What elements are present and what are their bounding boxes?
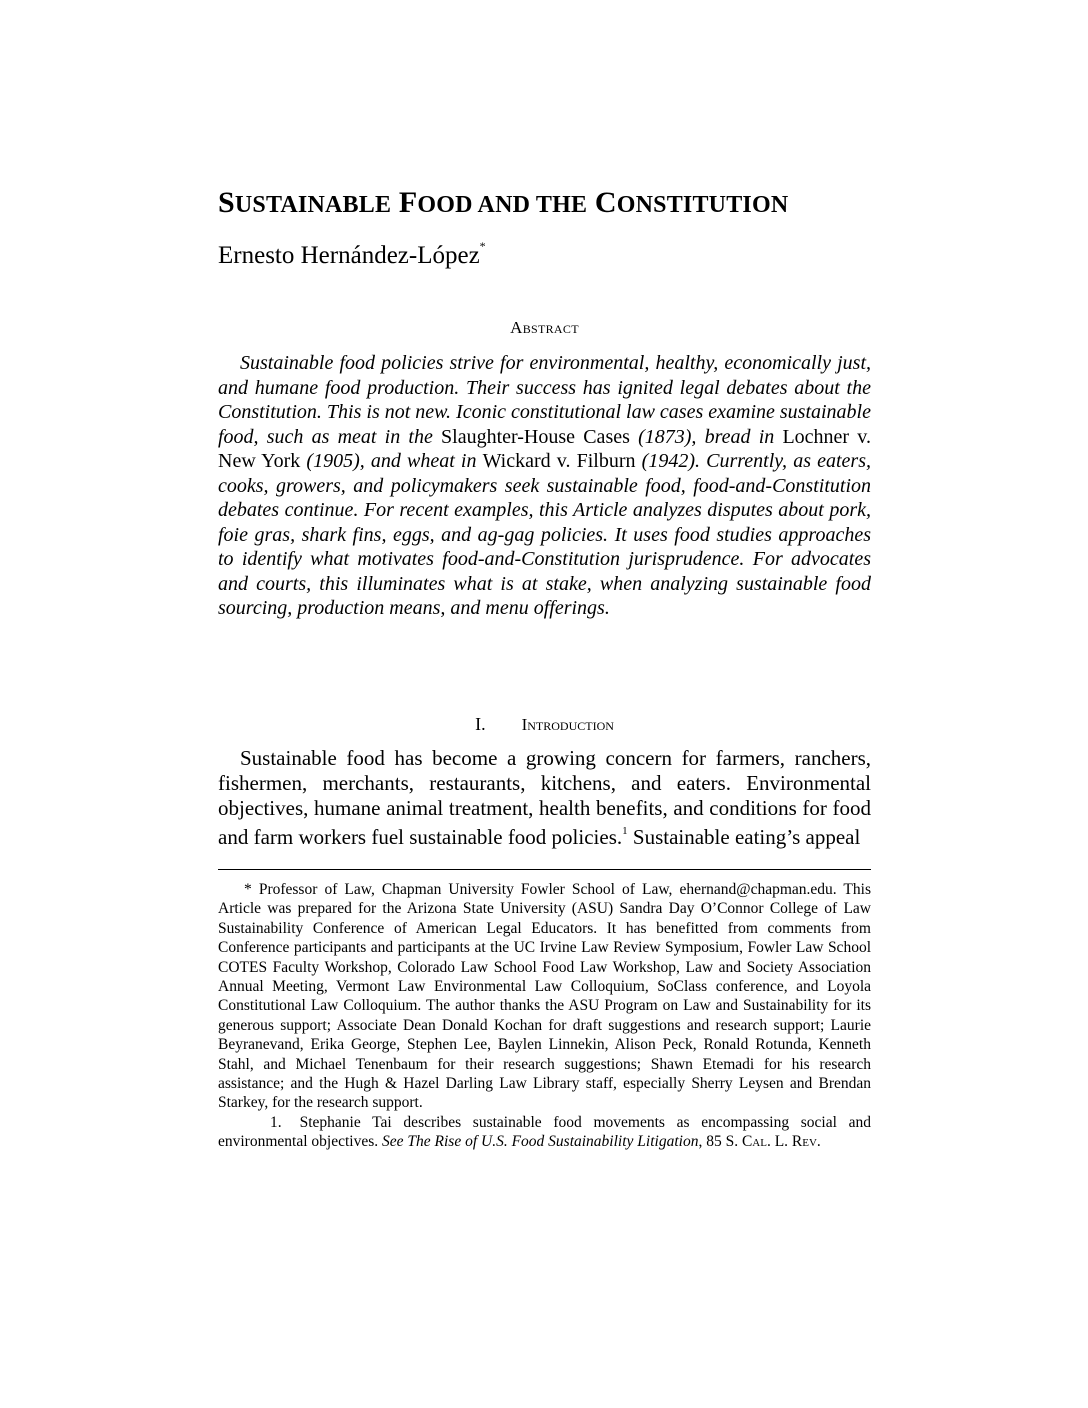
abstract-segment-2: (1873), bread in [629,425,783,448]
footnote-1-number: 1. [270,1113,282,1131]
section-heading-introduction [218,714,871,735]
section-title: Introduction [521,715,614,734]
introduction-paragraph [218,746,871,850]
title-word-2-rest: OOD AND THE [417,192,588,218]
title-word-2-initial: F [398,186,418,219]
author-byline [218,238,486,270]
footnote-1-signal: See The Rise of U.S. Food Sustainability Litigation [382,1133,699,1151]
title-word-1-rest: USTAINABLE [234,192,392,218]
intro-text-2: Sustainable eating’s appeal [627,825,861,849]
title-word-3-initial: C [594,186,617,219]
footnote-author [218,880,871,1113]
footnote-1-text: Stephanie Tai describes sustainable food movements as encompassing social and environmental objectives. [218,1113,871,1151]
footnote-star-mark: * [244,881,252,898]
section-number: I. [475,714,486,734]
abstract-segment-4: (1942). Currently, as eaters, cooks, growers, and policymakers seek sustainable food, food-and-Constitution debates continue. For recent examples, this Article analyzes disputes about pork, foie gras, shark fins, eggs, and ag-gag policies. It uses food studies approaches to identify what motivates food-and-Constitution jurisprudence. For advocates and courts, this illuminates what is at stake, when analyzing sustainable food sourcing, production means, and menu offerings. [218,450,871,619]
footnote-1-cite: , 85 S. [698,1133,742,1151]
abstract-text [218,351,871,621]
article-title [218,186,788,220]
title-word-1-initial: S [218,186,235,219]
footnote-1 [218,1113,871,1152]
footnote-star-text: Professor of Law, Chapman University Fowler School of Law, ehernand@chapman.edu. This Article was prepared for the Arizona State University (ASU) Sandra Day O’Connor College of Law Sustainability Conference of American Legal Educators. It has benefitted from comments from Conference participants and participants at the UC Irvine Law Review Symposium, Fowler Law School COTES Faculty Workshop, Colorado Law School Food Law Workshop, Law and Society Association Annual Meeting, Vermont Law Environmental Law Colloquium, SoClass conference, and Loyola Constitutional Law Colloquium. The author thanks the ASU Program on Law and Sustainability for its generous support; Associate Dean Donald Kochan for draft suggestions and research support; Laurie Beyranevand, Erika George, Stephen Lee, Baylen Linnekin, Alison Peck, Ronald Rotunda, Kenneth Stahl, and Michael Tenenbaum for their research suggestions; Shawn Etemadi for his research assistance; and the Hugh & Hazel Darling Law Library staff, especially Sherry Leysen and Brendan Starkey, for the research support. [218,881,871,1112]
abstract-segment-1: Sustainable food policies strive for environmental, healthy, economically just, and humane food production. Their success has ignited legal debates about the Constitution. This is not new. Iconic constitutional law cases examine sustainable food, such as meat in the [218,352,871,448]
author-name: Ernesto Hernández-López [218,242,480,269]
case-name-wickard: Wickard v. Filburn [482,450,636,472]
footnote-ref-1: 1 [622,825,628,837]
footnotes [218,880,871,1152]
author-footnote-mark: * [479,238,486,253]
title-word-3-rest: ONSTITUTION [616,192,789,218]
intro-text-1: Sustainable food has become a growing concern for farmers, ranchers, fishermen, merchants, restaurants, kitchens, and eaters. Environmental objectives, humane animal treatment, health benefits, and conditions for food and farm workers fuel sustainable food policies. [218,746,871,849]
case-name-lochner: Lochner v. New York [218,425,871,472]
footnote-divider [218,869,871,870]
footnote-1-journal: Cal. L. Rev. [741,1133,821,1151]
abstract-heading: Abstract [510,318,579,337]
abstract-segment-3: (1905), and wheat in [300,450,483,472]
case-name-slaughter-house: Slaughter-House Cases [441,425,630,448]
